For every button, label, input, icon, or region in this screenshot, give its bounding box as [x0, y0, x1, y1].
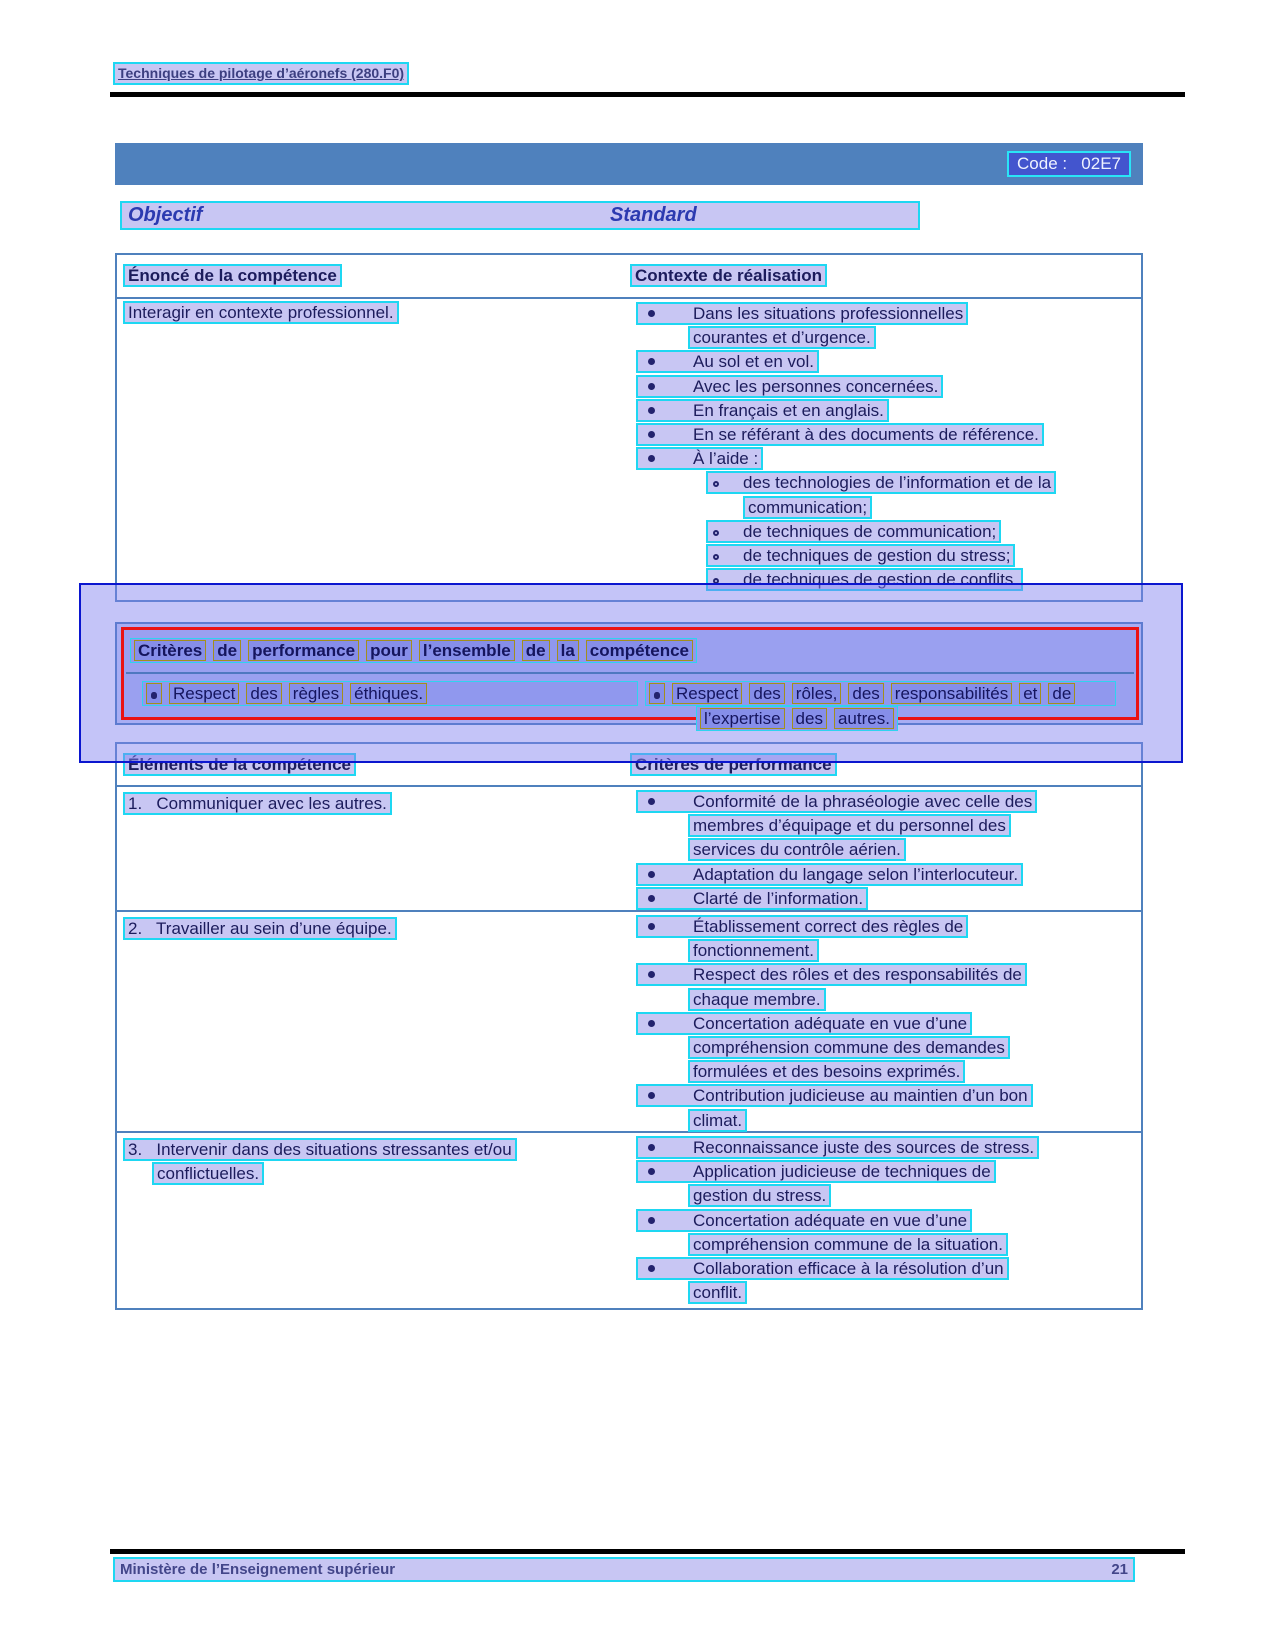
text-line-highlight[interactable]: À l’aide :: [636, 447, 763, 470]
list-line: [630, 988, 1138, 1012]
bullet-icon: [648, 1168, 655, 1175]
word-highlight[interactable]: règles: [289, 683, 343, 704]
table1-col2-header[interactable]: Contexte de réalisation: [630, 264, 827, 287]
text-line-highlight[interactable]: Établissement correct des règles de: [636, 915, 968, 938]
bullet-icon: [648, 798, 655, 805]
text-line-highlight[interactable]: Concertation adéquate en vue d’une: [636, 1209, 972, 1232]
word-highlight[interactable]: Respect: [169, 683, 239, 704]
text-line-highlight[interactable]: compréhension commune de la situation.: [688, 1233, 1008, 1256]
text-line-highlight[interactable]: Au sol et en vol.: [636, 350, 819, 373]
text-line-highlight[interactable]: des technologies de l’information et de la: [706, 471, 1056, 494]
text-line-highlight[interactable]: Application judicieuse de techniques de: [636, 1160, 996, 1183]
text-line-highlight[interactable]: gestion du stress.: [688, 1184, 831, 1207]
list-line: [630, 1060, 1138, 1084]
word-highlight[interactable]: compétence: [586, 640, 693, 661]
footer-bar[interactable]: [113, 1557, 1135, 1582]
context-list: [630, 302, 1138, 592]
list-line: [630, 496, 1138, 520]
list-line: [630, 1036, 1138, 1060]
bullet-icon: [648, 895, 655, 902]
text-line-highlight[interactable]: compréhension commune des demandes: [688, 1036, 1010, 1059]
list-line: [630, 1233, 1138, 1257]
standard-heading: Standard: [610, 204, 697, 226]
text-line-highlight[interactable]: Collaboration efficace à la résolution d’un: [636, 1257, 1009, 1280]
word-highlight[interactable]: pour: [366, 640, 412, 661]
list-line: [630, 1257, 1138, 1281]
text-line-highlight[interactable]: conflit.: [688, 1281, 747, 1304]
bullet-icon: [648, 923, 655, 930]
competency-statement-table: [115, 253, 1143, 602]
criteria-cell: [630, 790, 1138, 911]
table-row: [117, 1133, 1141, 1310]
document-title[interactable]: Techniques de pilotage d’aéronefs (280.F0): [113, 62, 409, 85]
bullet-icon: [648, 871, 655, 878]
word-highlight[interactable]: éthiques.: [350, 683, 427, 704]
footer-rule: [110, 1549, 1185, 1554]
competency-statement-cell: [123, 301, 399, 324]
circle-bullet-icon: [713, 554, 719, 560]
list-line: [630, 302, 1138, 326]
text-line-highlight[interactable]: chaque membre.: [688, 988, 826, 1011]
footer-page-number: 21: [1111, 1561, 1128, 1578]
element-line: [123, 1138, 517, 1162]
text-line-highlight[interactable]: Respect des rôles et des responsabilités de: [636, 963, 1027, 986]
list-line: [630, 1184, 1138, 1208]
list-line: [630, 423, 1138, 447]
list-line: [630, 399, 1138, 423]
list-line: [630, 1084, 1138, 1108]
list-line: [630, 375, 1138, 399]
list-line: [630, 963, 1138, 987]
text-line-highlight[interactable]: 1. Communiquer avec les autres.: [123, 792, 392, 815]
word-highlight[interactable]: des: [792, 708, 827, 729]
text-line-highlight[interactable]: Conformité de la phraséologie avec celle des: [636, 790, 1037, 813]
bullet-icon: [146, 683, 162, 704]
text-line-highlight[interactable]: formulées et des besoins exprimés.: [688, 1060, 965, 1083]
text-line-highlight[interactable]: climat.: [688, 1109, 747, 1132]
bullet-icon: [649, 683, 665, 704]
word-highlight[interactable]: Critères: [134, 640, 206, 661]
bullet-icon: [648, 1217, 655, 1224]
text-line-highlight[interactable]: de techniques de communication;: [706, 520, 1001, 543]
objective-standard-band[interactable]: [120, 201, 920, 230]
criteria-cell: [630, 915, 1138, 1133]
bullet-icon: [648, 971, 655, 978]
bullet-icon: [648, 431, 655, 438]
list-line: [630, 350, 1138, 374]
text-line-highlight[interactable]: Avec les personnes concernées.: [636, 375, 943, 398]
bullet-icon: [648, 1144, 655, 1151]
circle-bullet-icon: [713, 530, 719, 536]
text-line-highlight[interactable]: membres d’équipage et du personnel des: [688, 814, 1011, 837]
text-line-highlight[interactable]: Reconnaissance juste des sources de stress.: [636, 1136, 1039, 1159]
element-cell: [123, 792, 392, 816]
text-line-highlight[interactable]: de techniques de gestion de conflits.: [706, 568, 1023, 591]
word-highlight[interactable]: performance: [248, 640, 359, 661]
bullet-icon: [648, 407, 655, 414]
bullet-dot: [654, 692, 660, 699]
text-line-highlight[interactable]: 3. Intervenir dans des situations stressantes et/ou: [123, 1138, 517, 1161]
word-highlight[interactable]: Respect: [672, 683, 742, 704]
bullet-icon: [648, 455, 655, 462]
table-row: [117, 787, 1141, 912]
running-header: [113, 62, 409, 85]
criteria-banner-separator: [126, 672, 1134, 674]
word-highlight[interactable]: de: [522, 640, 550, 661]
list-line: [630, 1209, 1138, 1233]
text-line-highlight[interactable]: Adaptation du langage selon l’interlocuteur.: [636, 863, 1023, 886]
bullet-icon: [648, 383, 655, 390]
bullet-dot: [151, 692, 157, 699]
table1-col1-header[interactable]: Énoncé de la compétence: [123, 264, 342, 287]
text-line-highlight[interactable]: Contribution judicieuse au maintien d’un bon: [636, 1084, 1033, 1107]
selected-region-box[interactable]: [121, 627, 1139, 728]
table2-col2-header[interactable]: Critères de performance: [630, 753, 837, 776]
word-highlight[interactable]: des: [246, 683, 281, 704]
bullet-icon: [648, 1265, 655, 1272]
element-cell: [123, 917, 397, 941]
objectif-heading: Objectif: [128, 204, 203, 226]
list-line: [630, 1109, 1138, 1133]
list-line: [630, 939, 1138, 963]
word-highlight[interactable]: des: [749, 683, 784, 704]
word-highlight[interactable]: rôles,: [792, 683, 842, 704]
bullet-icon: [648, 1092, 655, 1099]
list-line: [630, 520, 1138, 544]
list-line: [630, 1136, 1138, 1160]
text-line-highlight[interactable]: Clarté de l’information.: [636, 887, 868, 910]
code-banner: [115, 143, 1143, 185]
list-line: [630, 790, 1138, 814]
criteria-banner-right-item[interactable]: [645, 681, 1116, 706]
list-line: [630, 1012, 1138, 1036]
word-highlight[interactable]: responsabilités: [891, 683, 1012, 704]
footer-ministry: Ministère de l’Enseignement supérieur: [120, 1561, 396, 1578]
bullet-icon: [648, 1020, 655, 1027]
criteria-banner-right-item-line2[interactable]: [696, 706, 898, 731]
list-line: [630, 544, 1138, 568]
list-line: [630, 814, 1138, 838]
word-highlight[interactable]: l’ensemble: [419, 640, 515, 661]
word-highlight[interactable]: de: [1048, 683, 1075, 704]
text-line-highlight[interactable]: 2. Travailler au sein d’une équipe.: [123, 917, 397, 940]
element-line: [123, 1162, 517, 1186]
bullet-icon: [648, 310, 655, 317]
text-line-highlight[interactable]: Concertation adéquate en vue d’une: [636, 1012, 972, 1035]
text-line-highlight[interactable]: courantes et d’urgence.: [688, 326, 876, 349]
word-highlight[interactable]: de: [213, 640, 241, 661]
table2-rows: [117, 787, 1141, 1310]
text-line-highlight[interactable]: services du contrôle aérien.: [688, 838, 906, 861]
table-row: [117, 912, 1141, 1133]
elements-criteria-table: [115, 742, 1143, 1310]
text-line-highlight[interactable]: Dans les situations professionnelles: [636, 302, 968, 325]
list-line: [630, 1281, 1138, 1305]
text-line-highlight[interactable]: En français et en anglais.: [636, 399, 889, 422]
performance-criteria-banner-table: [115, 622, 1143, 728]
list-line: [630, 1160, 1138, 1184]
word-highlight[interactable]: des: [848, 683, 883, 704]
table2-col1-header[interactable]: Éléments de la compétence: [123, 753, 356, 776]
list-line: [630, 447, 1138, 471]
text-line-highlight[interactable]: de techniques de gestion du stress;: [706, 544, 1015, 567]
list-line: [630, 887, 1138, 911]
text-line-highlight[interactable]: conflictuelles.: [152, 1162, 264, 1185]
element-line: [123, 792, 392, 816]
word-highlight[interactable]: la: [557, 640, 579, 661]
list-line: [630, 863, 1138, 887]
header-rule: [110, 92, 1185, 97]
list-line: [630, 915, 1138, 939]
list-line: [630, 471, 1138, 495]
table1-header-row: [117, 255, 1141, 299]
word-highlight[interactable]: autres.: [834, 708, 894, 729]
element-line: [123, 917, 397, 941]
criteria-banner-left-item[interactable]: [142, 681, 638, 706]
list-line: [630, 326, 1138, 350]
text-line-highlight[interactable]: fonctionnement.: [688, 939, 819, 962]
word-highlight[interactable]: l’expertise: [700, 708, 785, 729]
bullet-icon: [648, 358, 655, 365]
word-highlight[interactable]: et: [1019, 683, 1041, 704]
criteria-cell: [630, 1136, 1138, 1305]
code-value[interactable]: Code : 02E7: [1007, 151, 1131, 177]
competency-statement[interactable]: Interagir en contexte professionnel.: [123, 301, 399, 324]
text-line-highlight[interactable]: communication;: [743, 496, 872, 519]
element-cell: [123, 1138, 517, 1186]
criteria-banner-title-line[interactable]: [130, 638, 697, 663]
list-line: [630, 838, 1138, 862]
circle-bullet-icon: [713, 481, 719, 487]
text-line-highlight[interactable]: En se référant à des documents de référence.: [636, 423, 1044, 446]
